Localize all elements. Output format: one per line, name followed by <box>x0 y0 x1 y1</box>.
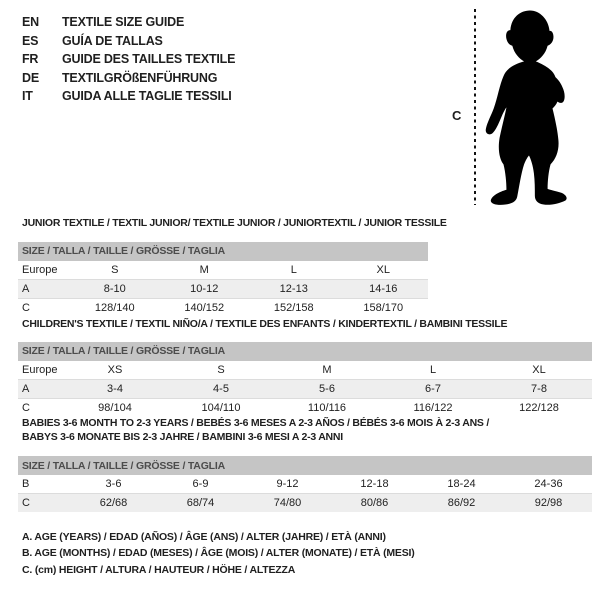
childrens-textile-title <box>18 318 592 332</box>
childrens-textile-section <box>18 318 592 417</box>
language-code: DE <box>22 70 39 85</box>
toddler-silhouette-icon <box>479 6 577 208</box>
row-label-cell: Europe <box>22 363 58 376</box>
language-title: GUÍA DE TALLAS <box>62 33 163 48</box>
babies-textile-section <box>18 417 592 512</box>
value-cell: L <box>290 263 297 276</box>
value-cell: 8-10 <box>70 279 160 298</box>
value-cell: 152/158 <box>249 298 339 317</box>
value-cell: 12-18 <box>360 478 389 490</box>
value-cell: 68/74 <box>157 494 244 513</box>
value-cell: 104/110 <box>168 398 274 417</box>
size-header-row <box>18 242 428 261</box>
language-code: ES <box>22 33 39 48</box>
legend <box>22 529 415 578</box>
language-row <box>22 87 235 106</box>
value-cell: M <box>199 263 209 276</box>
language-code: EN <box>22 15 39 29</box>
size-header-bar: SIZE / TALLA / TAILLE / GRÖSSE / TAGLIA <box>18 342 592 361</box>
language-row <box>22 32 235 51</box>
value-cell: L <box>429 363 437 376</box>
junior-textile-section <box>18 217 447 317</box>
value-cell: 6-7 <box>380 379 486 398</box>
value-cell: M <box>322 363 332 376</box>
value-cell: 110/116 <box>274 398 380 417</box>
value-cell: 24-36 <box>534 478 563 490</box>
table-title-line: BABIES 3-6 MONTH TO 2-3 YEARS / BEBÉS 3-6 MESES A 2-3 AÑOS / BÉBÉS 3-6 MOIS À 2-3 ANS / <box>22 417 490 429</box>
babies-textile-title <box>18 417 592 444</box>
value-cell: 6-9 <box>192 478 209 490</box>
value-cell: XL <box>376 263 390 276</box>
value-cell: XS <box>107 363 123 376</box>
table-title-line: BABYS 3-6 MONATE BIS 2-3 JAHRE / BAMBINI 3-6 MESI A 2-3 ANNI <box>22 430 343 443</box>
language-row <box>22 50 235 69</box>
table-title-line: JUNIOR TEXTILE / TEXTIL JUNIOR/ TEXTILE JUNIOR / JUNIORTEXTIL / JUNIOR TESSILE <box>22 217 447 229</box>
row-label-cell: C <box>18 298 70 317</box>
value-cell: 9-12 <box>276 478 299 490</box>
legend-line: A. AGE (YEARS) / EDAD (AÑOS) / ÂGE (ANS) / ALTER (JAHRE) / ETÀ (ANNI) <box>22 531 386 543</box>
legend-line: C. (cm) HEIGHT / ALTURA / HAUTEUR / HÖHE / ALTEZZA <box>22 563 296 576</box>
junior-textile-table-holder <box>18 242 428 317</box>
value-cell: 14-16 <box>339 279 429 298</box>
size-header-row <box>18 456 592 475</box>
language-code: IT <box>22 89 33 104</box>
row-label-cell: Europe <box>22 263 58 276</box>
value-cell: 128/140 <box>70 298 160 317</box>
language-title: TEXTILGRÖßENFÜHRUNG <box>62 70 218 85</box>
table-row <box>18 398 592 417</box>
value-cell: 18-24 <box>447 478 476 490</box>
table-row <box>18 494 592 513</box>
value-cell: 116/122 <box>380 398 486 417</box>
value-cell: S <box>217 363 225 376</box>
language-title: GUIDA ALLE TAGLIE TESSILI <box>62 89 232 104</box>
value-cell: 12-13 <box>249 279 339 298</box>
table-row <box>18 279 428 298</box>
language-title: GUIDE DES TAILLES TEXTILE <box>62 52 236 67</box>
size-header-row <box>18 342 592 361</box>
row-label-cell: A <box>18 379 62 398</box>
value-cell: 80/86 <box>331 494 418 513</box>
table-row <box>18 475 592 494</box>
value-cell: 140/152 <box>160 298 250 317</box>
language-row <box>22 69 235 88</box>
size-table <box>18 342 592 417</box>
value-cell: 62/68 <box>70 494 157 513</box>
language-row <box>22 13 235 32</box>
legend-line: B. AGE (MONTHS) / EDAD (MESES) / ÂGE (MOIS) / ALTER (MONATE) / ETÀ (MESI) <box>22 547 415 560</box>
language-title-list <box>22 13 235 106</box>
value-cell: 122/128 <box>486 398 592 417</box>
value-cell: 158/170 <box>339 298 429 317</box>
height-c-label: C <box>452 108 462 123</box>
value-cell: 4-5 <box>168 379 274 398</box>
junior-textile-title <box>18 217 447 231</box>
table-title-line: CHILDREN'S TEXTILE / TEXTIL NIÑO/A / TEXTILE DES ENFANTS / KINDERTEXTIL / BAMBINI TESSILE <box>22 318 508 330</box>
table-row <box>18 361 592 380</box>
height-measure-line <box>474 9 476 205</box>
value-cell: 5-6 <box>274 379 380 398</box>
table-row <box>18 298 428 317</box>
value-cell: 92/98 <box>505 494 592 513</box>
size-header-bar: SIZE / TALLA / TAILLE / GRÖSSE / TAGLIA <box>18 242 428 261</box>
value-cell: 3-4 <box>62 379 168 398</box>
size-table <box>18 456 592 512</box>
value-cell: XL <box>532 363 546 376</box>
row-label-cell: A <box>18 279 70 298</box>
babies-textile-table-holder <box>18 456 592 512</box>
table-row <box>18 379 592 398</box>
row-label-cell: C <box>18 398 62 417</box>
value-cell: S <box>111 263 119 276</box>
value-cell: 86/92 <box>418 494 505 513</box>
value-cell: 10-12 <box>160 279 250 298</box>
language-code: FR <box>22 52 39 67</box>
value-cell: 7-8 <box>486 379 592 398</box>
size-header-bar: SIZE / TALLA / TAILLE / GRÖSSE / TAGLIA <box>18 456 592 475</box>
value-cell: 74/80 <box>244 494 331 513</box>
language-title: TEXTILE SIZE GUIDE <box>62 15 185 29</box>
childrens-textile-table-holder <box>18 342 592 417</box>
size-table <box>18 242 428 317</box>
table-row <box>18 261 428 280</box>
row-label-cell: B <box>22 478 30 490</box>
row-label-cell: C <box>18 494 70 513</box>
value-cell: 3-6 <box>105 478 122 490</box>
value-cell: 98/104 <box>62 398 168 417</box>
